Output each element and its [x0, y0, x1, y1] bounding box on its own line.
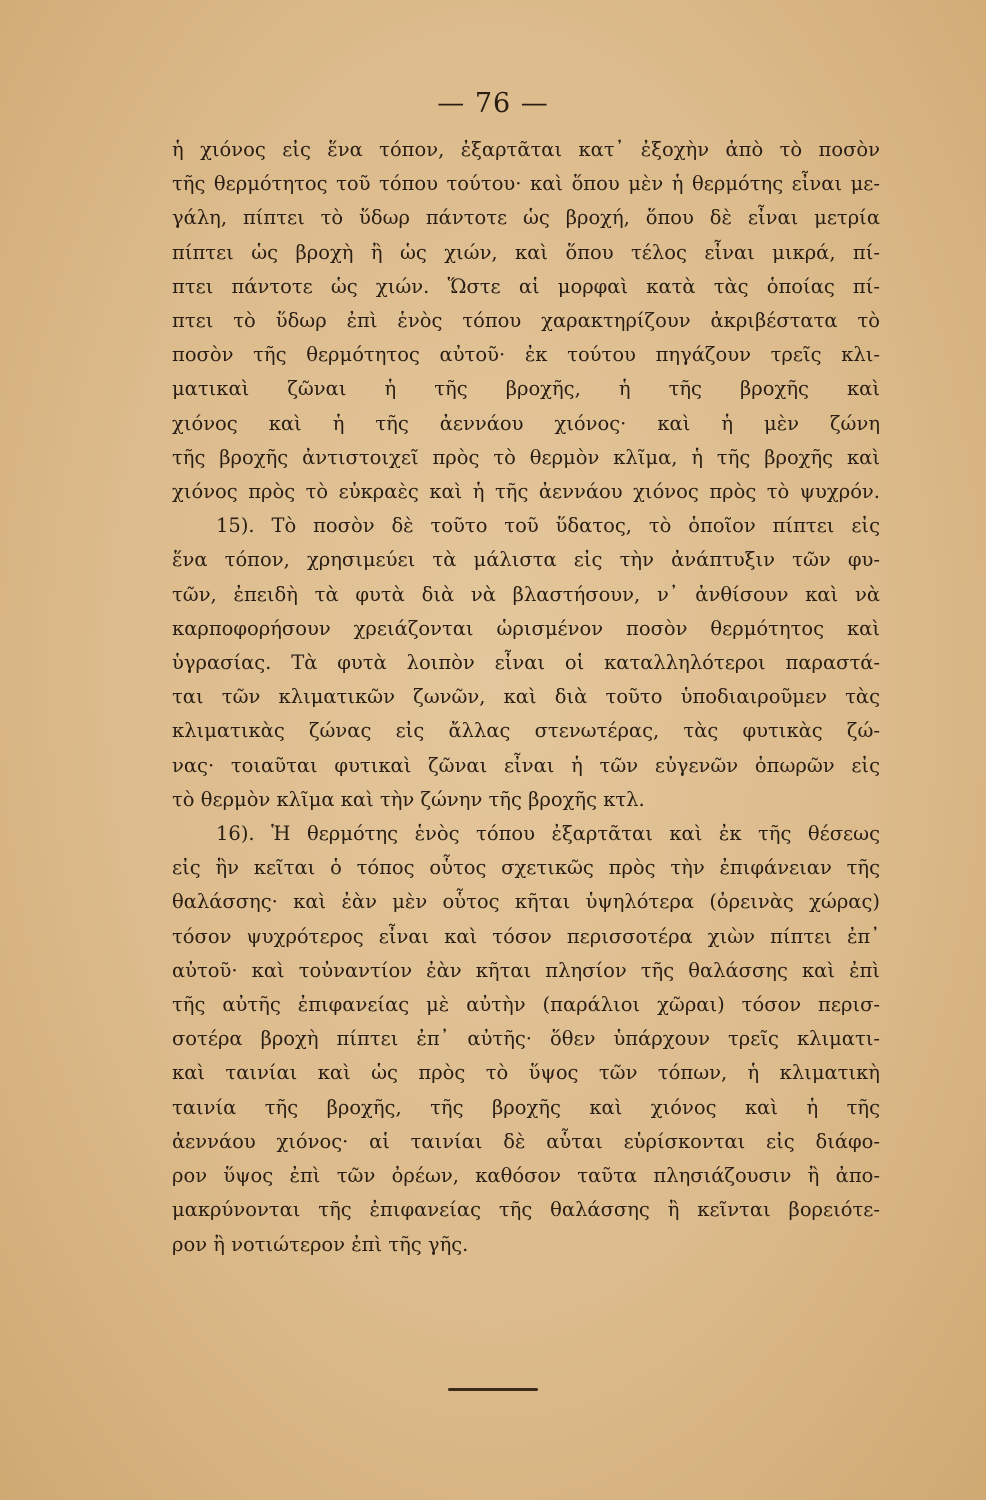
text-line: τῆς βροχῆς ἀντιστοιχεῖ πρὸς τὸ θερμὸν κλῖμα, ἡ τῆς βροχῆς καὶ — [172, 445, 880, 469]
text-line: καὶ ταινίαι καὶ ὡς πρὸς τὸ ὕψος τῶν τόπων, ἡ κλιματικὴ — [172, 1061, 880, 1085]
text-line: ποσὸν τῆς θερμότητος αὐτοῦ· ἐκ τούτου πηγάζουν τρεῖς κλι- — [172, 343, 880, 367]
text-line: σοτέρα βροχὴ πίπτει ἐπ᾽ αὐτῆς· ὅθεν ὑπάρχουν τρεῖς κλιματι- — [172, 1027, 880, 1051]
text-line: τόσον ψυχρότερος εἶναι καὶ τόσον περισσοτέρα χιὼν πίπτει ἐπ᾽ — [172, 924, 880, 948]
text-line: τὸ θερμὸν κλῖμα καὶ τὴν ζώνην τῆς βροχῆς κτλ. — [172, 787, 645, 811]
text-line: ται τῶν κλιματικῶν ζωνῶν, καὶ διὰ τοῦτο ὑποδιαιροῦμεν τὰς — [172, 685, 880, 709]
end-ornament-rule — [448, 1388, 538, 1391]
text-line: γάλη, πίπτει τὸ ὕδωρ πάντοτε ὡς βροχή, ὅπου δὲ εἶναι μετρία — [172, 206, 880, 230]
text-line: ἕνα τόπον, χρησιμεύει τὰ μάλιστα εἰς τὴν ἀνάπτυξιν τῶν φυ- — [172, 548, 880, 572]
text-line: πίπτει ὡς βροχὴ ἢ ὡς χιών, καὶ ὅπου τέλος εἶναι μικρά, πί- — [172, 240, 880, 264]
text-line: ρον ἢ νοτιώτερον ἐπὶ τῆς γῆς. — [172, 1232, 469, 1256]
text-line: ρον ὕψος ἐπὶ τῶν ὀρέων, καθόσον ταῦτα πλησιάζουσιν ἢ ἀπο- — [172, 1164, 880, 1188]
text-line: καρποφορήσουν χρειάζονται ὡρισμένον ποσὸν θερμότητος καὶ — [172, 616, 880, 640]
text-line: αὐτοῦ· καὶ τοὐναντίον ἐὰν κῆται πλησίον τῆς θαλάσσης καὶ ἐπὶ — [172, 958, 880, 982]
text-line: κλιματικὰς ζώνας εἰς ἄλλας στενωτέρας, τὰς φυτικὰς ζώ- — [172, 719, 880, 743]
paragraph-16-start: 16). Ἡ θερμότης ἑνὸς τόπου ἐξαρτᾶται καὶ ἐκ τῆς θέσεως — [216, 822, 880, 846]
text-line: ταινία τῆς βροχῆς, τῆς βροχῆς καὶ χιόνος καὶ ἡ τῆς — [172, 1095, 880, 1119]
text-line: χιόνος πρὸς τὸ εὐκραὲς καὶ ἡ τῆς ἀεννάου χιόνος πρὸς τὸ ψυχρόν. — [172, 480, 880, 504]
text-line: τῆς αὐτῆς ἐπιφανείας μὲ αὐτὴν (παράλιοι χῶραι) τόσον περισ- — [172, 993, 880, 1017]
text-line: ἡ χιόνος εἰς ἕνα τόπον, ἐξαρτᾶται κατ᾽ ἐξοχὴν ἀπὸ τὸ ποσὸν — [172, 138, 880, 161]
text-line: θαλάσσης· καὶ ἐὰν μὲν οὗτος κῆται ὑψηλότερα (ὀρεινὰς χώρας) — [172, 890, 880, 914]
paragraph-15-start: 15). Τὸ ποσὸν δὲ τοῦτο τοῦ ὕδατος, τὸ ὁποῖον πίπτει εἰς — [216, 514, 880, 538]
text-line: ὑγρασίας. Τὰ φυτὰ λοιπὸν εἶναι οἱ καταλληλότεροι παραστά- — [172, 651, 880, 675]
text-line: μακρύνονται τῆς ἐπιφανείας τῆς θαλάσσης ἢ κεῖνται βορειότε- — [172, 1198, 880, 1222]
page-number: — 76 — — [437, 88, 549, 119]
text-line: ἀεννάου χιόνος· αἱ ταινίαι δὲ αὗται εὑρίσκονται εἰς διάφο- — [172, 1129, 880, 1153]
text-line: νας· τοιαῦται φυτικαὶ ζῶναι εἶναι ἡ τῶν εὐγενῶν ὀπωρῶν εἰς — [172, 753, 880, 777]
text-line: τῆς θερμότητος τοῦ τόπου τούτου· καὶ ὅπου μὲν ἡ θερμότης εἶναι με- — [172, 172, 880, 196]
text-line: χιόνος καὶ ἡ τῆς ἀεννάου χιόνος· καὶ ἡ μὲν ζώνη — [172, 411, 880, 435]
text-line: τῶν, ἐπειδὴ τὰ φυτὰ διὰ νὰ βλαστήσουν, ν᾽ ἀνθίσουν καὶ νὰ — [172, 582, 880, 606]
text-line: πτει πάντοτε ὡς χιών. Ὥστε αἱ μορφαὶ κατὰ τὰς ὁποίας πί- — [172, 274, 880, 298]
body-text — [172, 133, 880, 1262]
text-line: πτει τὸ ὕδωρ ἐπὶ ἑνὸς τόπου χαρακτηρίζουν ἀκριβέστατα τὸ — [172, 309, 880, 333]
text-line: ματικαὶ ζῶναι ἡ τῆς βροχῆς, ἡ τῆς βροχῆς καὶ — [172, 377, 880, 401]
text-line: εἰς ἣν κεῖται ὁ τόπος οὗτος σχετικῶς πρὸς τὴν ἐπιφάνειαν τῆς — [172, 856, 880, 880]
